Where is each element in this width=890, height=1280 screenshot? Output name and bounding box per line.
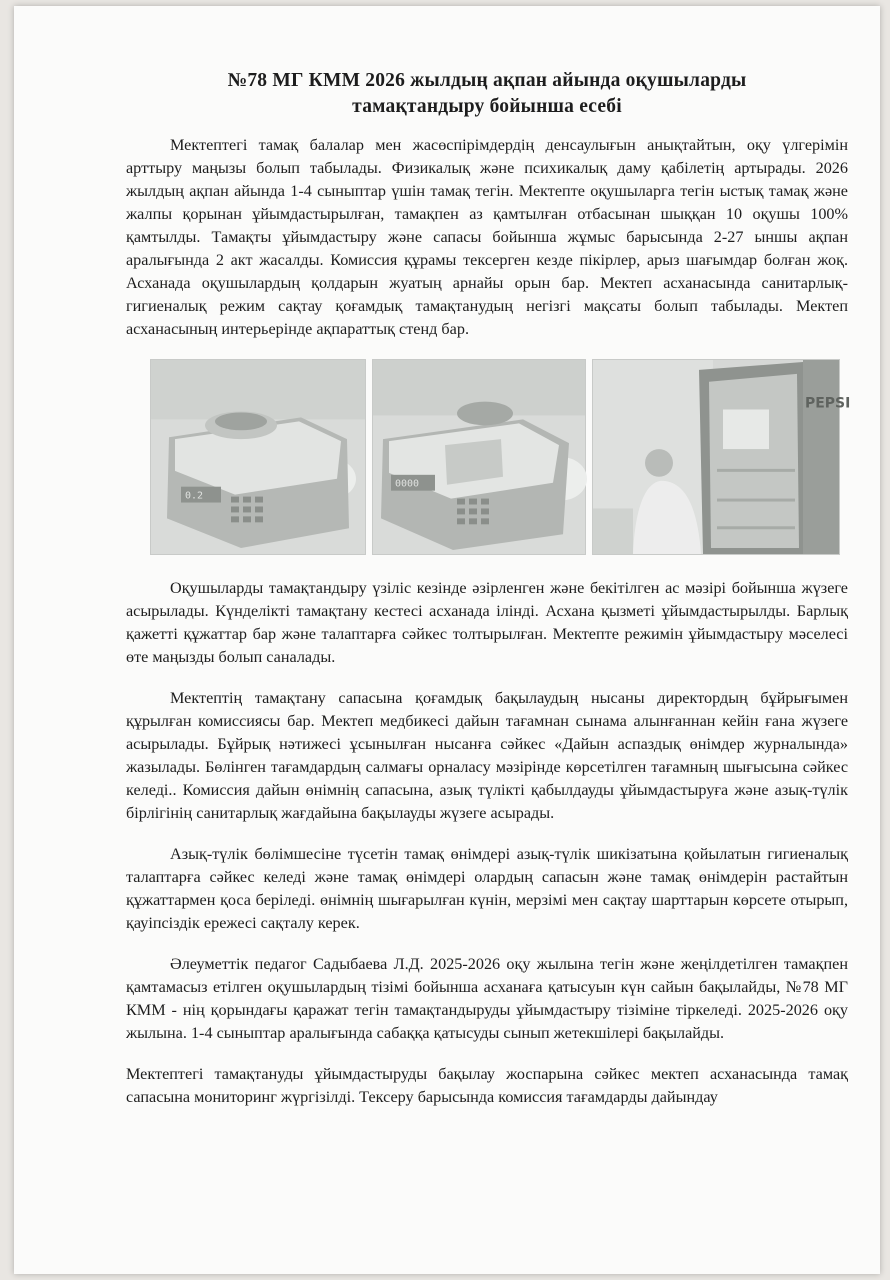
scale-display-2: 0000 bbox=[395, 478, 420, 490]
paragraph-menu: Оқушыларды тамақтандыру үзіліс кезінде әзірленген және бекітілген ас мәзірі бойынша жүзеге асырылады. Күнделікті тамақтану кестесі асханада ілінді. Асхана қызметі ұйымдастырылды. Барлық қажетті құжаттар бар және талаптарға сәйкес толтырылған. Мектепте режимін ұйымдастыру мәселесі өте маңызды болып саналады. bbox=[126, 579, 848, 666]
photo-kitchen-staff bbox=[592, 359, 851, 555]
title-line-1: №78 МГ КММ 2026 жылдың ақпан айында оқушыларды bbox=[227, 70, 747, 91]
paragraph-food-products: Азық-түлік бөлімшесіне түсетін тамақ өнімдері азық-түлік шикізатына қойылатын гигиеналық талаптарға сәйкес келеді және тамақ өнімдері олардың сапасын және тамақ өнімдерін растайтын құжаттармен қоса беріледі. өнімнің шығарылған күнін, мерзімі мен сақтау шарттарын көрсете отырып, қауіпсіздік ережесі сақталу керек. bbox=[126, 845, 848, 932]
scale-display-1: 0.2 bbox=[185, 490, 204, 502]
document-page bbox=[14, 6, 880, 1274]
paragraph-commission: Мектептің тамақтану сапасына қоғамдық бақылаудың нысаны директордың бұйрығымен құрылған комиссиясы бар. Мектеп медбикесі дайын тағамнан сынама алынғаннан кейін ғана жүзеге асырылады. Бұйрық нәтижесі ұсынылған нысанға сәйкес «Дайын аспаздық өнімдер журналында» жазылады. Бөлінген тағамдардың салмағы орналасу мәзірінде көрсетілген тағамның шығысына сәйкес келеді.. Комиссия дайын өнімнің сапасына, азық түлікті қабылдауды ұйымдастыруға және азық-түлік бірлігінің санитарлық жағдайына бақылауды жүзеге асырады. bbox=[126, 689, 848, 822]
photo-scale-food bbox=[372, 359, 586, 555]
paragraph-social-pedagogue: Әлеуметтік педагог Садыбаева Л.Д. 2025-2026 оқу жылына тегін және жеңілдетілген тамақпен қамтамасыз етілген оқушылардың тізімі бойынша асханаға қатысуын күн сайын бақылайды, №78 МГ КММ - нің қорындағы қаражат тегін тамақтандыруды ұйымдастыру тізіміне тіркеледі. 2025-2026 оқу жылына. 1-4 сыныптар аралығында сабаққа қатысуды сынып жетекшілері бақылайды. bbox=[126, 955, 848, 1042]
paragraph-monitoring: Мектептегі тамақтануды ұйымдастыруды бақылау жоспарына сәйкес мектеп асханасында тамақ сапасына мониторинг жүргізілді. Тексеру барысында комиссия тағамдарды дайындау bbox=[126, 1065, 848, 1106]
fridge-brand-label: PEPSI bbox=[805, 395, 851, 412]
document-body bbox=[126, 68, 851, 1109]
title-line-2: тамақтандыру бойынша есебі bbox=[352, 96, 622, 117]
paragraph-intro: Мектептегі тамақ балалар мен жасөспірімдердің денсаулығын анықтайтын, оқу үлгерімін арттыру маңызы болып табылады. Физикалық және психикалық даму қабілетің артырады. 2026 жылдың ақпан айында 1-4 сыныптар үшін тамақ тегін. Мектепте оқушыларга тегін ыстық тамақ және жалпы қорынан ұйымдастырылған, тамақпен аз қамтылған отбасынан шыққан 10 оқушы 100% қамтылды. Тамақты ұйымдастыру және сапасы бойынша жұмыс барысында 2-27 ыншы ақпан аралығында 2 акт жасалды. Комиссия құрамы тексерген кезде пікірлер, арыз шағымдар болған жоқ. Асханада оқушылардың қолдарын жуатың арнайы орын бар. Мектеп асханасында санитарлық-гигиеналық режим сақтау қоғамдық тамақтанудың негізгі мақсаты болып табылады. Мектеп асханасының интерьерінде ақпараттық стенд бар. bbox=[126, 136, 848, 338]
document-title bbox=[126, 68, 848, 120]
photo-strip bbox=[150, 359, 851, 555]
photo-scale-bowl bbox=[150, 359, 366, 555]
